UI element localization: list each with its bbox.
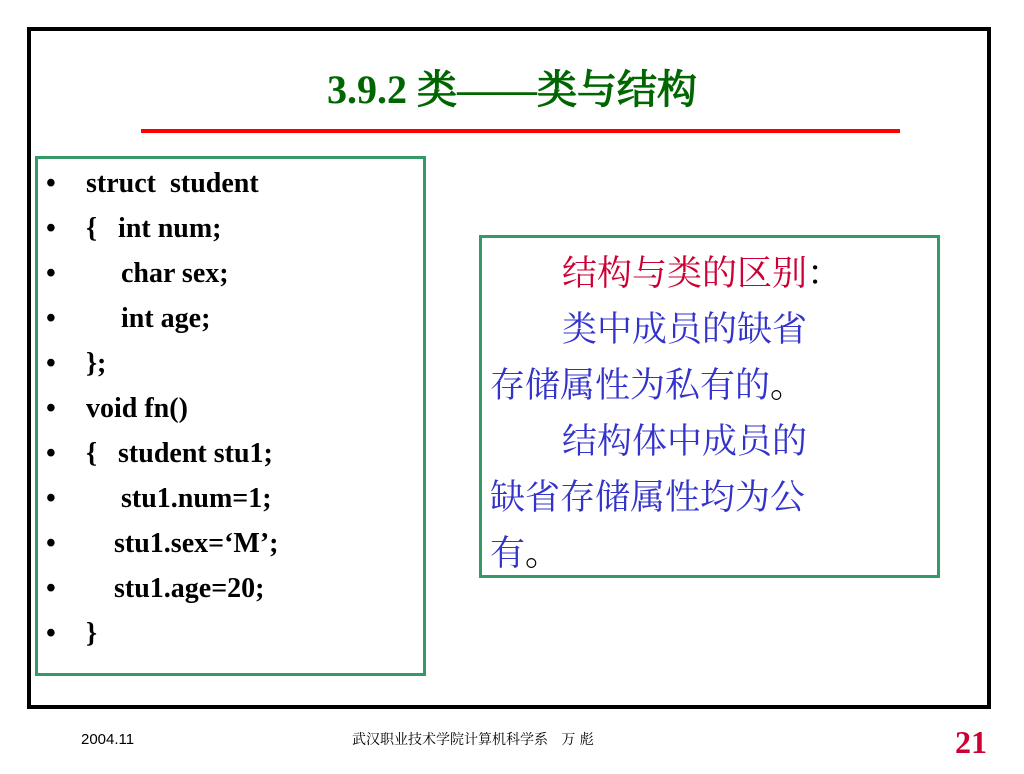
note-period: 。	[525, 534, 561, 574]
note-period: 。	[770, 366, 806, 406]
bullet-icon: •	[46, 528, 56, 559]
note-heading-colon: ：	[807, 254, 843, 294]
bullet-icon: •	[46, 438, 56, 469]
note-line: 结构体中成员的	[562, 422, 808, 462]
bullet-icon: •	[46, 258, 56, 289]
code-text: char sex;	[86, 258, 229, 289]
code-text: { student stu1;	[86, 438, 273, 469]
note-line: 缺省存储属性均为公	[490, 478, 806, 518]
code-line	[38, 479, 423, 519]
code-text: struct student	[86, 168, 259, 199]
code-line	[38, 434, 423, 474]
bullet-icon: •	[46, 303, 56, 334]
code-line	[38, 344, 423, 384]
slide-title: 3.9.2 类——类与结构	[327, 67, 697, 112]
note-line	[490, 526, 560, 582]
bullet-icon: •	[46, 618, 56, 649]
note-heading-line	[562, 246, 842, 302]
code-line	[38, 164, 423, 204]
footer-author: 武汉职业技术学院计算机科学系 万 彪	[352, 732, 594, 748]
code-line	[38, 209, 423, 249]
code-text: };	[86, 348, 107, 379]
bullet-icon: •	[46, 483, 56, 514]
bullet-icon: •	[46, 348, 56, 379]
code-text: stu1.age=20;	[86, 573, 265, 604]
bullet-icon: •	[46, 393, 56, 424]
code-text: { int num;	[86, 213, 222, 244]
code-text: stu1.num=1;	[86, 483, 272, 514]
page-number: 21	[955, 724, 987, 760]
code-box	[35, 156, 426, 676]
bullet-icon: •	[46, 213, 56, 244]
note-heading: 结构与类的区别	[562, 254, 808, 294]
code-line	[38, 614, 423, 654]
note-line	[490, 358, 805, 414]
code-line	[38, 524, 423, 564]
code-line	[38, 569, 423, 609]
code-text: int age;	[86, 303, 211, 334]
code-text: }	[86, 618, 98, 649]
code-line	[38, 254, 423, 294]
note-text: 存储属性为私有的	[490, 366, 771, 406]
code-text: stu1.sex=‘M’;	[86, 528, 279, 559]
code-line	[38, 299, 423, 339]
comparison-note-box	[479, 235, 940, 578]
note-text: 有	[490, 534, 526, 574]
code-text: void fn()	[86, 393, 188, 424]
footer-date: 2004.11	[81, 731, 135, 748]
code-line	[38, 389, 423, 429]
bullet-icon: •	[46, 573, 56, 604]
note-line: 类中成员的缺省	[562, 310, 808, 350]
bullet-icon: •	[46, 168, 56, 199]
title-underline	[141, 129, 900, 133]
